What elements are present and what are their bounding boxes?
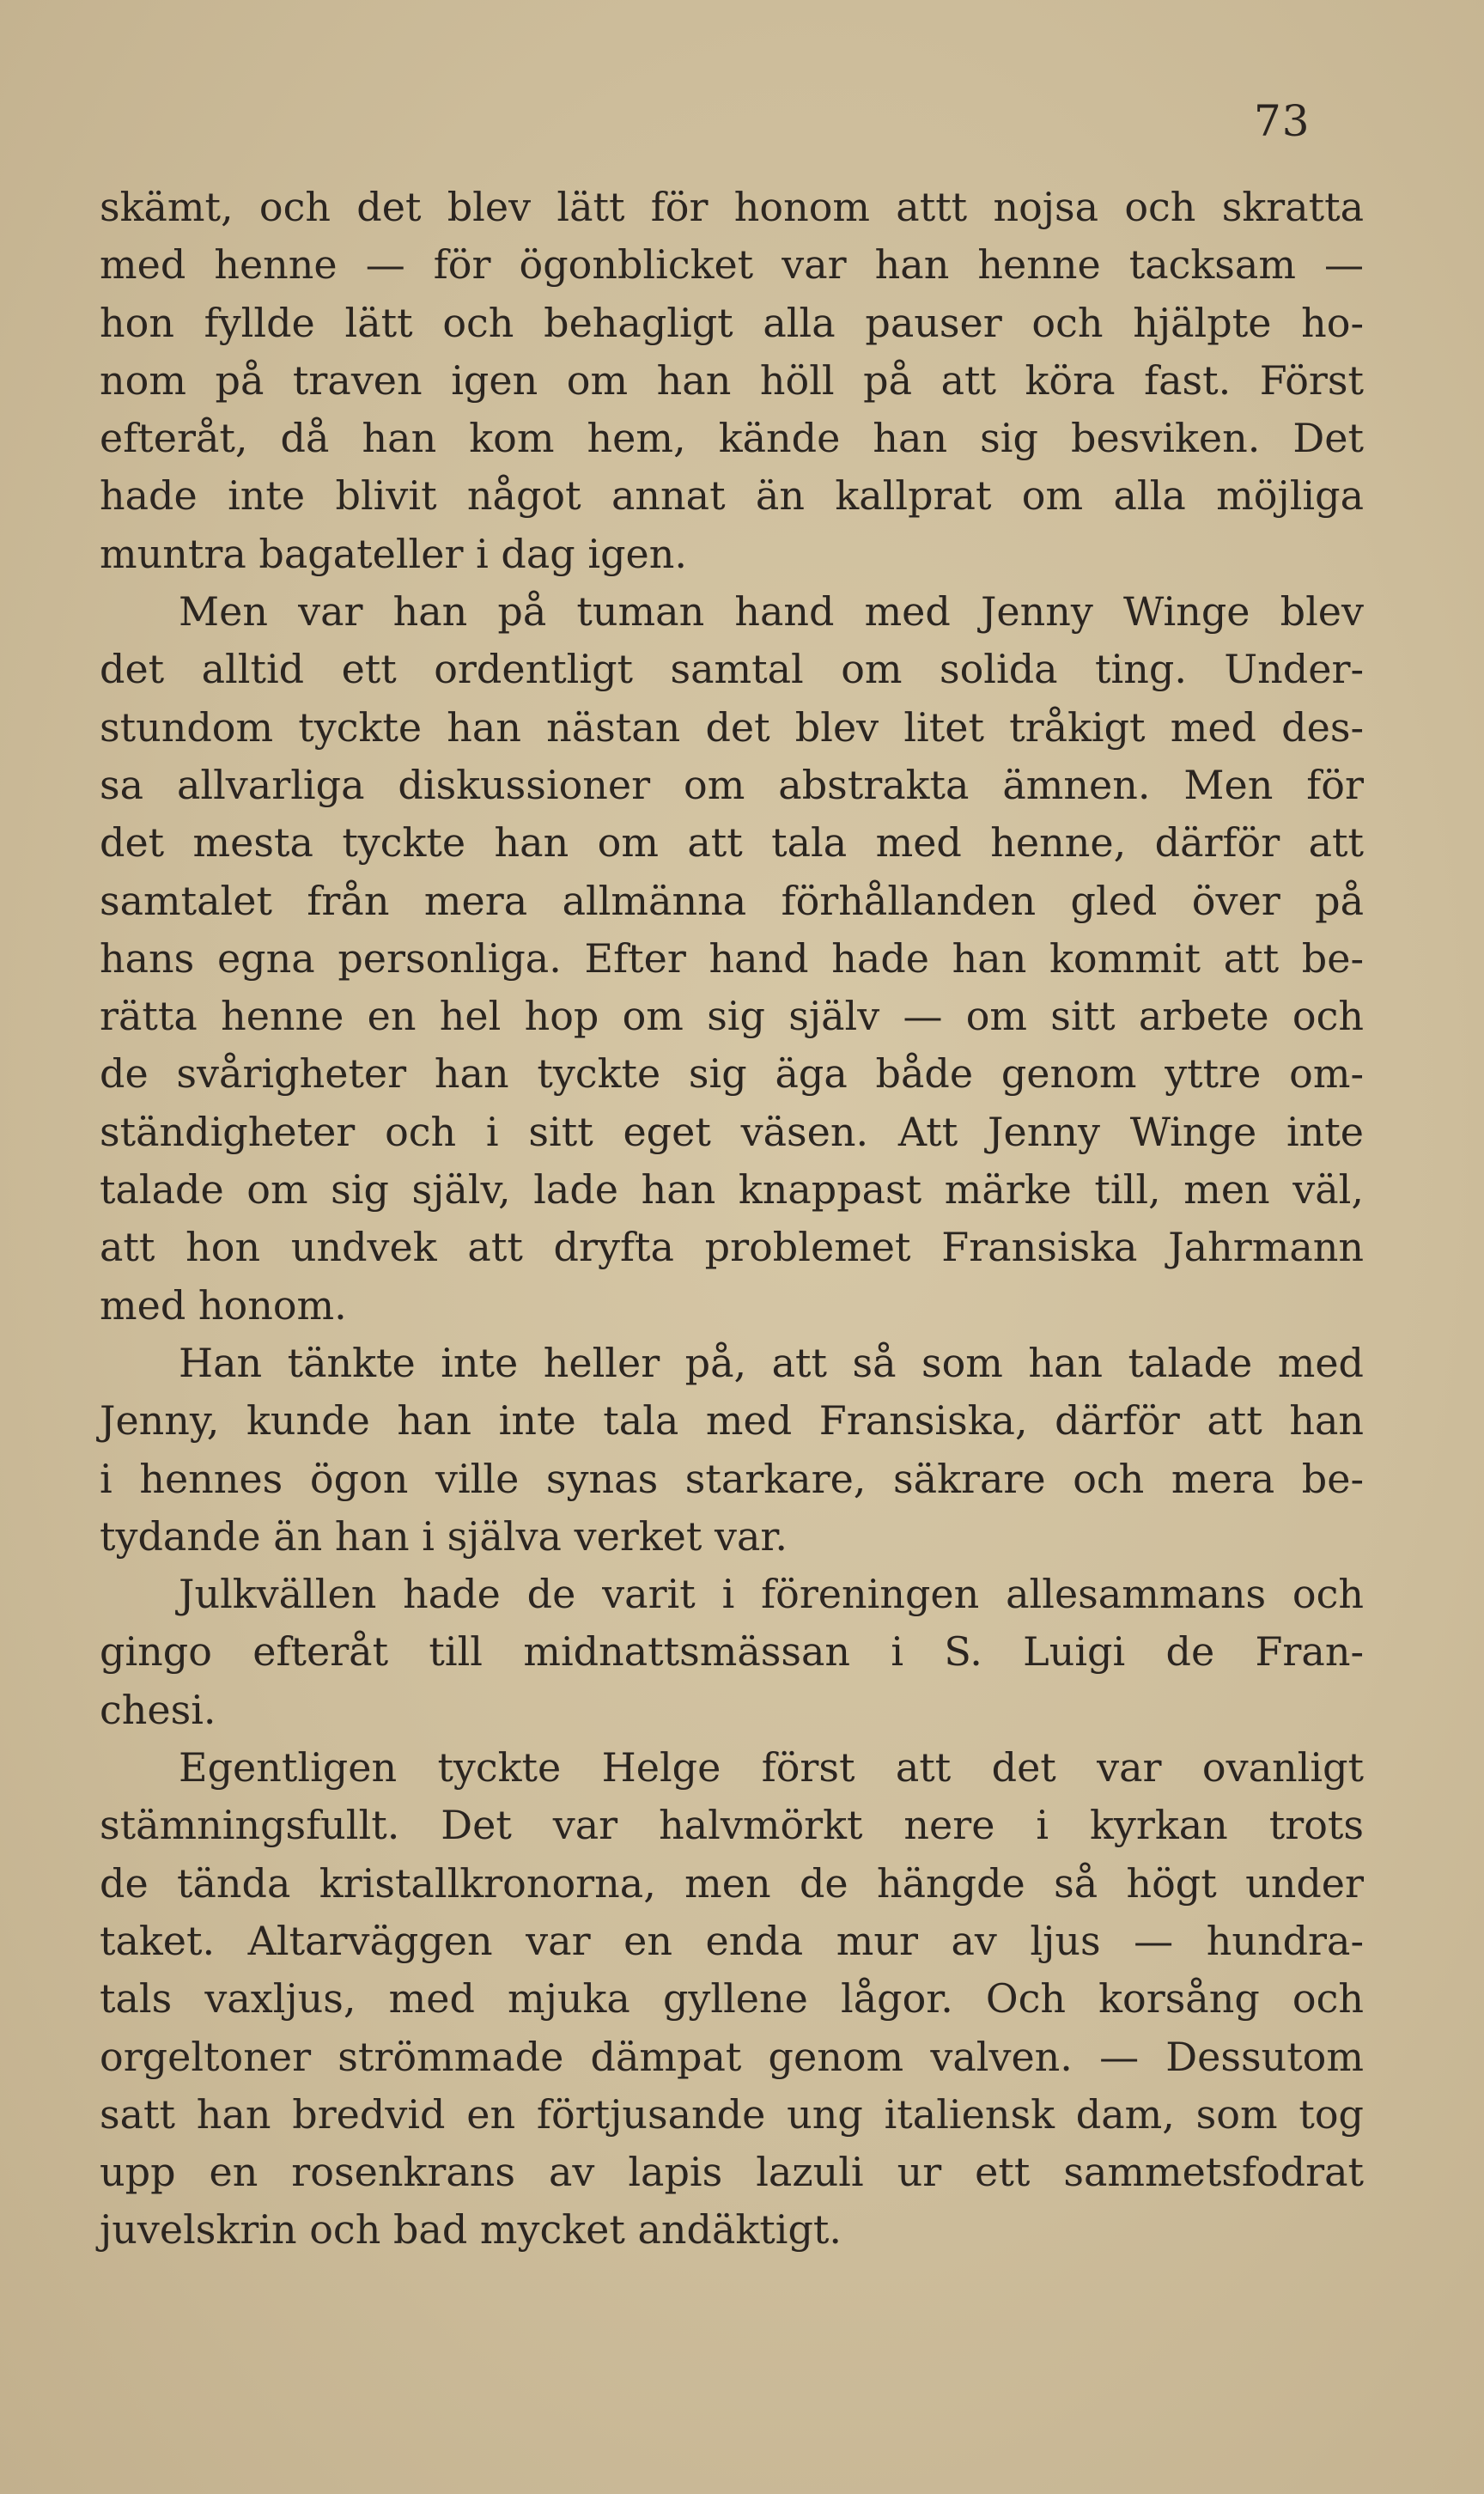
text-line: det mesta tyckte han om att tala med henne, därför att: [100, 819, 1364, 867]
text-line: rätta henne en hel hop om sig själv — om sitt arbete och: [100, 993, 1364, 1040]
text-line: sa allvarliga diskussioner om abstrakta ämnen. Men för: [100, 761, 1364, 808]
text-line: hade inte blivit något annat än kallprat om alla möjliga: [100, 472, 1364, 520]
text-line: talade om sig själv, lade han knappast märke till, men väl,: [100, 1166, 1364, 1214]
body-text: [100, 179, 1364, 2260]
text-line: nom på traven igen om han höll på att köra fast. Först: [100, 356, 1364, 404]
text-line: med honom.: [100, 1281, 347, 1329]
text-line: satt han bredvid en förtjusande ung italiensk dam, som tog: [100, 2090, 1364, 2138]
text-line: samtalet från mera allmänna förhållanden gled över på: [100, 877, 1364, 924]
text-line: Jenny, kunde han inte tala med Fransiska, därför att han: [100, 1397, 1364, 1445]
text-line: Egentligen tyckte Helge först att det var ovanligt: [179, 1744, 1364, 1791]
text-line: att hon undvek att dryfta problemet Fransiska Jahrmann: [100, 1224, 1364, 1271]
text-line: efteråt, då han kom hem, kände han sig besviken. Det: [100, 415, 1364, 462]
text-line: Han tänkte inte heller på, att så som han talade med: [179, 1339, 1364, 1386]
text-line: stundom tyckte han nästan det blev litet tråkigt med des-: [100, 703, 1364, 751]
text-line: ständigheter och i sitt eget väsen. Att Jenny Winge inte: [100, 1108, 1364, 1155]
page-number: 73: [1254, 96, 1311, 146]
text-line: Julkvällen hade de varit i föreningen allesammans och: [179, 1571, 1364, 1618]
text-line: juvelskrin och bad mycket andäktigt.: [100, 2206, 842, 2254]
text-line: med henne — för ögonblicket var han henne tacksam —: [100, 241, 1364, 289]
text-line: hon fyllde lätt och behagligt alla pauser och hjälpte ho-: [100, 299, 1364, 346]
text-line: tals vaxljus, med mjuka gyllene lågor. Och korsång och: [100, 1975, 1364, 2023]
text-line: de tända kristallkronorna, men de hängde så högt under: [100, 1859, 1364, 1907]
text-line: de svårigheter han tyckte sig äga både genom yttre om-: [100, 1050, 1364, 1098]
text-line: chesi.: [100, 1686, 216, 1733]
text-line: tydande än han i själva verket var.: [100, 1512, 788, 1560]
text-line: stämningsfullt. Det var halvmörkt nere i kyrkan trots: [100, 1802, 1364, 1849]
text-line: muntra bagateller i dag igen.: [100, 530, 688, 577]
text-line: upp en rosenkrans av lapis lazuli ur ett sammetsfodrat: [100, 2149, 1364, 2196]
text-line: i hennes ögon ville synas starkare, säkrare och mera be-: [100, 1455, 1364, 1502]
text-line: hans egna personliga. Efter hand hade han kommit att be-: [100, 934, 1364, 982]
text-line: Men var han på tuman hand med Jenny Winge blev: [179, 588, 1364, 636]
text-line: gingo efteråt till midnattsmässan i S. Luigi de Fran-: [100, 1628, 1364, 1676]
text-line: det alltid ett ordentligt samtal om solida ting. Under-: [100, 646, 1364, 693]
text-line: orgeltoner strömmade dämpat genom valven. — Dessutom: [100, 2033, 1364, 2080]
text-line: taket. Altarväggen var en enda mur av ljus — hundra-: [100, 1917, 1364, 1964]
text-line: skämt, och det blev lätt för honom attt nojsa och skratta: [100, 184, 1364, 230]
